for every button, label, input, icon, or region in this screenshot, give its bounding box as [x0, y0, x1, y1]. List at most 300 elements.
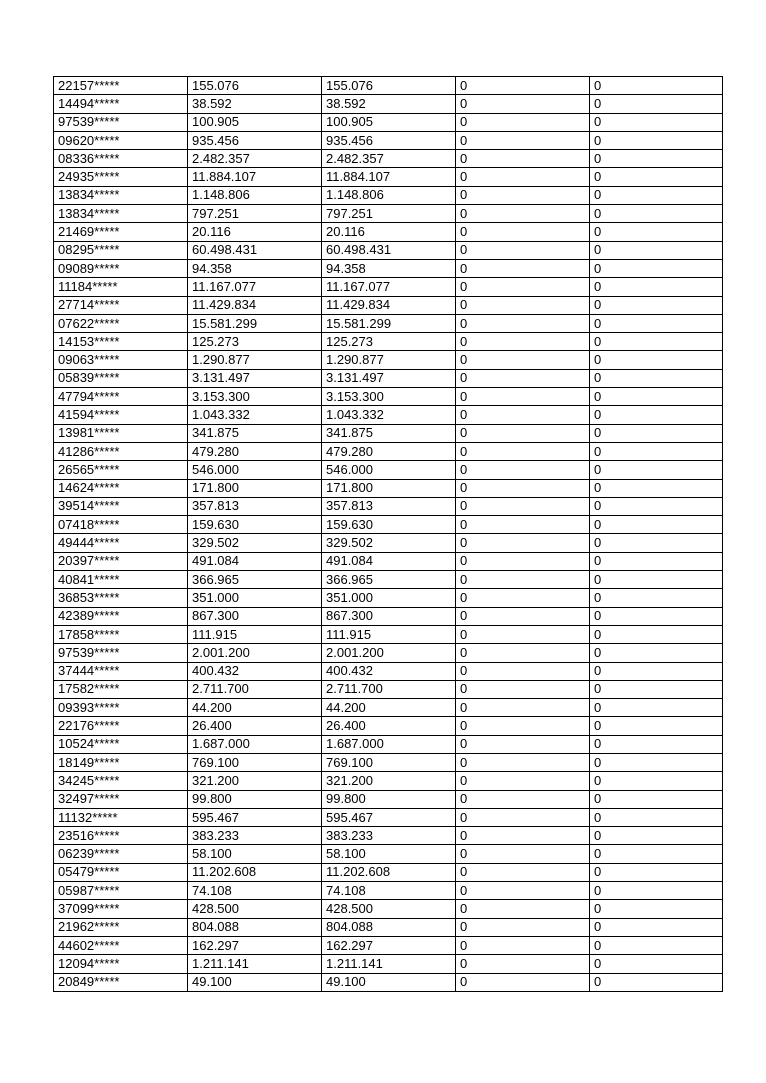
table-row — [54, 680, 723, 698]
zero-cell-a: 0 — [456, 662, 590, 680]
amount-repeat-cell: 11.202.608 — [322, 863, 456, 881]
amount-cell: 769.100 — [188, 753, 322, 771]
zero-cell-b: 0 — [590, 150, 723, 168]
zero-cell-b: 0 — [590, 589, 723, 607]
zero-cell-a: 0 — [456, 296, 590, 314]
amount-repeat-cell: 3.131.497 — [322, 369, 456, 387]
amount-repeat-cell: 171.800 — [322, 479, 456, 497]
id-cell: 41594***** — [54, 406, 188, 424]
amount-cell: 20.116 — [188, 223, 322, 241]
amount-repeat-cell: 11.429.834 — [322, 296, 456, 314]
zero-cell-a: 0 — [456, 845, 590, 863]
amount-repeat-cell: 11.167.077 — [322, 278, 456, 296]
id-cell: 22157***** — [54, 77, 188, 95]
zero-cell-b: 0 — [590, 955, 723, 973]
amount-cell: 2.001.200 — [188, 644, 322, 662]
amount-repeat-cell: 595.467 — [322, 808, 456, 826]
amount-repeat-cell: 1.211.141 — [322, 955, 456, 973]
zero-cell-a: 0 — [456, 955, 590, 973]
amount-cell: 351.000 — [188, 589, 322, 607]
amount-cell: 125.273 — [188, 333, 322, 351]
zero-cell-b: 0 — [590, 424, 723, 442]
zero-cell-a: 0 — [456, 589, 590, 607]
zero-cell-b: 0 — [590, 442, 723, 460]
zero-cell-a: 0 — [456, 461, 590, 479]
amount-cell: 171.800 — [188, 479, 322, 497]
id-cell: 09089***** — [54, 259, 188, 277]
table-row — [54, 406, 723, 424]
table-row — [54, 186, 723, 204]
id-cell: 32497***** — [54, 790, 188, 808]
amount-cell: 1.148.806 — [188, 186, 322, 204]
amount-cell: 58.100 — [188, 845, 322, 863]
table-row — [54, 808, 723, 826]
id-cell: 17582***** — [54, 680, 188, 698]
id-cell: 05839***** — [54, 369, 188, 387]
amount-cell: 99.800 — [188, 790, 322, 808]
table-row — [54, 589, 723, 607]
zero-cell-a: 0 — [456, 735, 590, 753]
zero-cell-a: 0 — [456, 607, 590, 625]
amount-repeat-cell: 428.500 — [322, 900, 456, 918]
zero-cell-b: 0 — [590, 369, 723, 387]
amount-cell: 11.884.107 — [188, 168, 322, 186]
id-cell: 07418***** — [54, 516, 188, 534]
table-row — [54, 150, 723, 168]
zero-cell-a: 0 — [456, 150, 590, 168]
zero-cell-a: 0 — [456, 717, 590, 735]
id-cell: 06239***** — [54, 845, 188, 863]
amount-repeat-cell: 49.100 — [322, 973, 456, 991]
zero-cell-a: 0 — [456, 351, 590, 369]
id-cell: 09393***** — [54, 699, 188, 717]
zero-cell-b: 0 — [590, 790, 723, 808]
table-row — [54, 936, 723, 954]
zero-cell-b: 0 — [590, 973, 723, 991]
amount-cell: 366.965 — [188, 571, 322, 589]
id-cell: 47794***** — [54, 388, 188, 406]
table-row — [54, 168, 723, 186]
id-cell: 13834***** — [54, 205, 188, 223]
zero-cell-b: 0 — [590, 845, 723, 863]
amount-cell: 2.482.357 — [188, 150, 322, 168]
amount-cell: 479.280 — [188, 442, 322, 460]
table-row — [54, 845, 723, 863]
amount-cell: 383.233 — [188, 827, 322, 845]
amount-cell: 11.202.608 — [188, 863, 322, 881]
amount-cell: 329.502 — [188, 534, 322, 552]
id-cell: 08295***** — [54, 241, 188, 259]
table-row — [54, 424, 723, 442]
table-row — [54, 790, 723, 808]
table-row — [54, 131, 723, 149]
zero-cell-a: 0 — [456, 918, 590, 936]
amount-cell: 159.630 — [188, 516, 322, 534]
amount-repeat-cell: 2.482.357 — [322, 150, 456, 168]
id-cell: 41286***** — [54, 442, 188, 460]
amount-cell: 60.498.431 — [188, 241, 322, 259]
zero-cell-b: 0 — [590, 461, 723, 479]
id-cell: 07622***** — [54, 314, 188, 332]
amount-repeat-cell: 357.813 — [322, 497, 456, 515]
id-cell: 05479***** — [54, 863, 188, 881]
amount-cell: 341.875 — [188, 424, 322, 442]
document-page — [53, 76, 723, 992]
id-cell: 11184***** — [54, 278, 188, 296]
id-cell: 13981***** — [54, 424, 188, 442]
amount-cell: 26.400 — [188, 717, 322, 735]
amount-repeat-cell: 58.100 — [322, 845, 456, 863]
zero-cell-a: 0 — [456, 259, 590, 277]
zero-cell-b: 0 — [590, 351, 723, 369]
zero-cell-a: 0 — [456, 808, 590, 826]
zero-cell-a: 0 — [456, 223, 590, 241]
zero-cell-a: 0 — [456, 77, 590, 95]
table-row — [54, 973, 723, 991]
amount-repeat-cell: 99.800 — [322, 790, 456, 808]
zero-cell-a: 0 — [456, 900, 590, 918]
zero-cell-b: 0 — [590, 388, 723, 406]
amount-cell: 15.581.299 — [188, 314, 322, 332]
amount-repeat-cell: 1.687.000 — [322, 735, 456, 753]
zero-cell-b: 0 — [590, 900, 723, 918]
table-row — [54, 223, 723, 241]
zero-cell-b: 0 — [590, 333, 723, 351]
id-cell: 10524***** — [54, 735, 188, 753]
amount-repeat-cell: 111.915 — [322, 625, 456, 643]
amount-repeat-cell: 321.200 — [322, 772, 456, 790]
zero-cell-a: 0 — [456, 278, 590, 296]
amount-cell: 38.592 — [188, 95, 322, 113]
zero-cell-a: 0 — [456, 625, 590, 643]
id-cell: 21469***** — [54, 223, 188, 241]
amount-cell: 1.290.877 — [188, 351, 322, 369]
id-cell: 05987***** — [54, 882, 188, 900]
zero-cell-b: 0 — [590, 479, 723, 497]
amount-repeat-cell: 935.456 — [322, 131, 456, 149]
amount-repeat-cell: 155.076 — [322, 77, 456, 95]
zero-cell-a: 0 — [456, 95, 590, 113]
zero-cell-a: 0 — [456, 936, 590, 954]
id-cell: 13834***** — [54, 186, 188, 204]
id-cell: 97539***** — [54, 644, 188, 662]
zero-cell-b: 0 — [590, 644, 723, 662]
zero-cell-b: 0 — [590, 406, 723, 424]
zero-cell-a: 0 — [456, 753, 590, 771]
zero-cell-b: 0 — [590, 863, 723, 881]
table-row — [54, 314, 723, 332]
zero-cell-a: 0 — [456, 516, 590, 534]
zero-cell-b: 0 — [590, 205, 723, 223]
amount-repeat-cell: 2.001.200 — [322, 644, 456, 662]
table-row — [54, 479, 723, 497]
table-row — [54, 863, 723, 881]
zero-cell-a: 0 — [456, 680, 590, 698]
zero-cell-b: 0 — [590, 314, 723, 332]
zero-cell-b: 0 — [590, 259, 723, 277]
amount-repeat-cell: 38.592 — [322, 95, 456, 113]
id-cell: 14153***** — [54, 333, 188, 351]
amount-repeat-cell: 2.711.700 — [322, 680, 456, 698]
amount-repeat-cell: 366.965 — [322, 571, 456, 589]
amount-repeat-cell: 769.100 — [322, 753, 456, 771]
amount-cell: 400.432 — [188, 662, 322, 680]
amount-repeat-cell: 74.108 — [322, 882, 456, 900]
zero-cell-a: 0 — [456, 113, 590, 131]
id-cell: 21962***** — [54, 918, 188, 936]
zero-cell-a: 0 — [456, 571, 590, 589]
zero-cell-b: 0 — [590, 772, 723, 790]
amount-cell: 3.131.497 — [188, 369, 322, 387]
table-row — [54, 113, 723, 131]
amount-cell: 804.088 — [188, 918, 322, 936]
amount-repeat-cell: 1.148.806 — [322, 186, 456, 204]
amount-cell: 321.200 — [188, 772, 322, 790]
amount-cell: 11.429.834 — [188, 296, 322, 314]
amount-cell: 935.456 — [188, 131, 322, 149]
table-row — [54, 259, 723, 277]
amount-cell: 100.905 — [188, 113, 322, 131]
id-cell: 14494***** — [54, 95, 188, 113]
zero-cell-a: 0 — [456, 973, 590, 991]
zero-cell-b: 0 — [590, 77, 723, 95]
amount-repeat-cell: 867.300 — [322, 607, 456, 625]
zero-cell-a: 0 — [456, 406, 590, 424]
table-row — [54, 461, 723, 479]
table-row — [54, 735, 723, 753]
zero-cell-a: 0 — [456, 186, 590, 204]
table-row — [54, 753, 723, 771]
amount-cell: 44.200 — [188, 699, 322, 717]
zero-cell-a: 0 — [456, 442, 590, 460]
amount-cell: 3.153.300 — [188, 388, 322, 406]
amount-cell: 1.211.141 — [188, 955, 322, 973]
id-cell: 27714***** — [54, 296, 188, 314]
table-row — [54, 369, 723, 387]
table-row — [54, 534, 723, 552]
table-row — [54, 241, 723, 259]
zero-cell-a: 0 — [456, 699, 590, 717]
table-row — [54, 552, 723, 570]
zero-cell-a: 0 — [456, 497, 590, 515]
id-cell: 09063***** — [54, 351, 188, 369]
amount-repeat-cell: 479.280 — [322, 442, 456, 460]
table-row — [54, 717, 723, 735]
table-row — [54, 662, 723, 680]
amount-repeat-cell: 159.630 — [322, 516, 456, 534]
amount-repeat-cell: 383.233 — [322, 827, 456, 845]
zero-cell-b: 0 — [590, 735, 723, 753]
amount-cell: 155.076 — [188, 77, 322, 95]
id-cell: 26565***** — [54, 461, 188, 479]
amount-cell: 1.043.332 — [188, 406, 322, 424]
zero-cell-b: 0 — [590, 296, 723, 314]
zero-cell-b: 0 — [590, 497, 723, 515]
zero-cell-b: 0 — [590, 552, 723, 570]
data-table — [53, 76, 723, 992]
amount-repeat-cell: 60.498.431 — [322, 241, 456, 259]
id-cell: 44602***** — [54, 936, 188, 954]
zero-cell-a: 0 — [456, 131, 590, 149]
zero-cell-a: 0 — [456, 772, 590, 790]
table-row — [54, 955, 723, 973]
amount-cell: 428.500 — [188, 900, 322, 918]
zero-cell-b: 0 — [590, 186, 723, 204]
zero-cell-b: 0 — [590, 113, 723, 131]
amount-repeat-cell: 44.200 — [322, 699, 456, 717]
table-row — [54, 516, 723, 534]
id-cell: 37444***** — [54, 662, 188, 680]
amount-cell: 111.915 — [188, 625, 322, 643]
amount-repeat-cell: 546.000 — [322, 461, 456, 479]
zero-cell-b: 0 — [590, 131, 723, 149]
zero-cell-b: 0 — [590, 607, 723, 625]
zero-cell-a: 0 — [456, 205, 590, 223]
table-row — [54, 571, 723, 589]
zero-cell-a: 0 — [456, 479, 590, 497]
id-cell: 23516***** — [54, 827, 188, 845]
id-cell: 14624***** — [54, 479, 188, 497]
id-cell: 39514***** — [54, 497, 188, 515]
zero-cell-a: 0 — [456, 333, 590, 351]
id-cell: 49444***** — [54, 534, 188, 552]
id-cell: 34245***** — [54, 772, 188, 790]
zero-cell-b: 0 — [590, 168, 723, 186]
table-row — [54, 333, 723, 351]
zero-cell-a: 0 — [456, 827, 590, 845]
table-row — [54, 699, 723, 717]
amount-repeat-cell: 11.884.107 — [322, 168, 456, 186]
amount-repeat-cell: 1.290.877 — [322, 351, 456, 369]
amount-repeat-cell: 26.400 — [322, 717, 456, 735]
zero-cell-b: 0 — [590, 662, 723, 680]
amount-cell: 357.813 — [188, 497, 322, 515]
amount-cell: 2.711.700 — [188, 680, 322, 698]
amount-repeat-cell: 20.116 — [322, 223, 456, 241]
zero-cell-b: 0 — [590, 753, 723, 771]
zero-cell-a: 0 — [456, 168, 590, 186]
table-row — [54, 918, 723, 936]
table-row — [54, 625, 723, 643]
table-row — [54, 607, 723, 625]
amount-cell: 162.297 — [188, 936, 322, 954]
id-cell: 20849***** — [54, 973, 188, 991]
zero-cell-a: 0 — [456, 882, 590, 900]
zero-cell-a: 0 — [456, 534, 590, 552]
amount-repeat-cell: 100.905 — [322, 113, 456, 131]
id-cell: 18149***** — [54, 753, 188, 771]
amount-cell: 49.100 — [188, 973, 322, 991]
table-row — [54, 827, 723, 845]
zero-cell-b: 0 — [590, 699, 723, 717]
table-row — [54, 442, 723, 460]
zero-cell-b: 0 — [590, 534, 723, 552]
zero-cell-b: 0 — [590, 918, 723, 936]
id-cell: 24935***** — [54, 168, 188, 186]
zero-cell-b: 0 — [590, 808, 723, 826]
amount-repeat-cell: 797.251 — [322, 205, 456, 223]
id-cell: 36853***** — [54, 589, 188, 607]
table-row — [54, 351, 723, 369]
zero-cell-a: 0 — [456, 644, 590, 662]
zero-cell-b: 0 — [590, 223, 723, 241]
zero-cell-b: 0 — [590, 680, 723, 698]
table-row — [54, 205, 723, 223]
id-cell: 17858***** — [54, 625, 188, 643]
zero-cell-a: 0 — [456, 863, 590, 881]
zero-cell-a: 0 — [456, 388, 590, 406]
amount-repeat-cell: 162.297 — [322, 936, 456, 954]
zero-cell-b: 0 — [590, 717, 723, 735]
amount-cell: 11.167.077 — [188, 278, 322, 296]
id-cell: 08336***** — [54, 150, 188, 168]
amount-cell: 94.358 — [188, 259, 322, 277]
amount-cell: 1.687.000 — [188, 735, 322, 753]
zero-cell-a: 0 — [456, 552, 590, 570]
zero-cell-b: 0 — [590, 936, 723, 954]
amount-repeat-cell: 15.581.299 — [322, 314, 456, 332]
table-row — [54, 296, 723, 314]
id-cell: 09620***** — [54, 131, 188, 149]
zero-cell-a: 0 — [456, 241, 590, 259]
zero-cell-a: 0 — [456, 790, 590, 808]
zero-cell-b: 0 — [590, 882, 723, 900]
amount-cell: 867.300 — [188, 607, 322, 625]
id-cell: 37099***** — [54, 900, 188, 918]
amount-cell: 595.467 — [188, 808, 322, 826]
amount-cell: 546.000 — [188, 461, 322, 479]
zero-cell-b: 0 — [590, 625, 723, 643]
zero-cell-b: 0 — [590, 827, 723, 845]
table-row — [54, 77, 723, 95]
amount-repeat-cell: 341.875 — [322, 424, 456, 442]
table-row — [54, 388, 723, 406]
table-row — [54, 882, 723, 900]
id-cell: 22176***** — [54, 717, 188, 735]
amount-repeat-cell: 1.043.332 — [322, 406, 456, 424]
table-row — [54, 900, 723, 918]
id-cell: 42389***** — [54, 607, 188, 625]
zero-cell-b: 0 — [590, 571, 723, 589]
table-row — [54, 497, 723, 515]
id-cell: 97539***** — [54, 113, 188, 131]
amount-repeat-cell: 3.153.300 — [322, 388, 456, 406]
zero-cell-b: 0 — [590, 95, 723, 113]
zero-cell-b: 0 — [590, 278, 723, 296]
amount-repeat-cell: 125.273 — [322, 333, 456, 351]
zero-cell-b: 0 — [590, 241, 723, 259]
amount-repeat-cell: 804.088 — [322, 918, 456, 936]
id-cell: 40841***** — [54, 571, 188, 589]
table-body — [54, 77, 723, 992]
amount-repeat-cell: 94.358 — [322, 259, 456, 277]
amount-repeat-cell: 400.432 — [322, 662, 456, 680]
table-row — [54, 772, 723, 790]
table-row — [54, 95, 723, 113]
amount-repeat-cell: 351.000 — [322, 589, 456, 607]
amount-cell: 491.084 — [188, 552, 322, 570]
zero-cell-a: 0 — [456, 314, 590, 332]
amount-repeat-cell: 491.084 — [322, 552, 456, 570]
amount-repeat-cell: 329.502 — [322, 534, 456, 552]
id-cell: 12094***** — [54, 955, 188, 973]
id-cell: 11132***** — [54, 808, 188, 826]
id-cell: 20397***** — [54, 552, 188, 570]
zero-cell-a: 0 — [456, 369, 590, 387]
zero-cell-b: 0 — [590, 516, 723, 534]
amount-cell: 74.108 — [188, 882, 322, 900]
table-row — [54, 644, 723, 662]
